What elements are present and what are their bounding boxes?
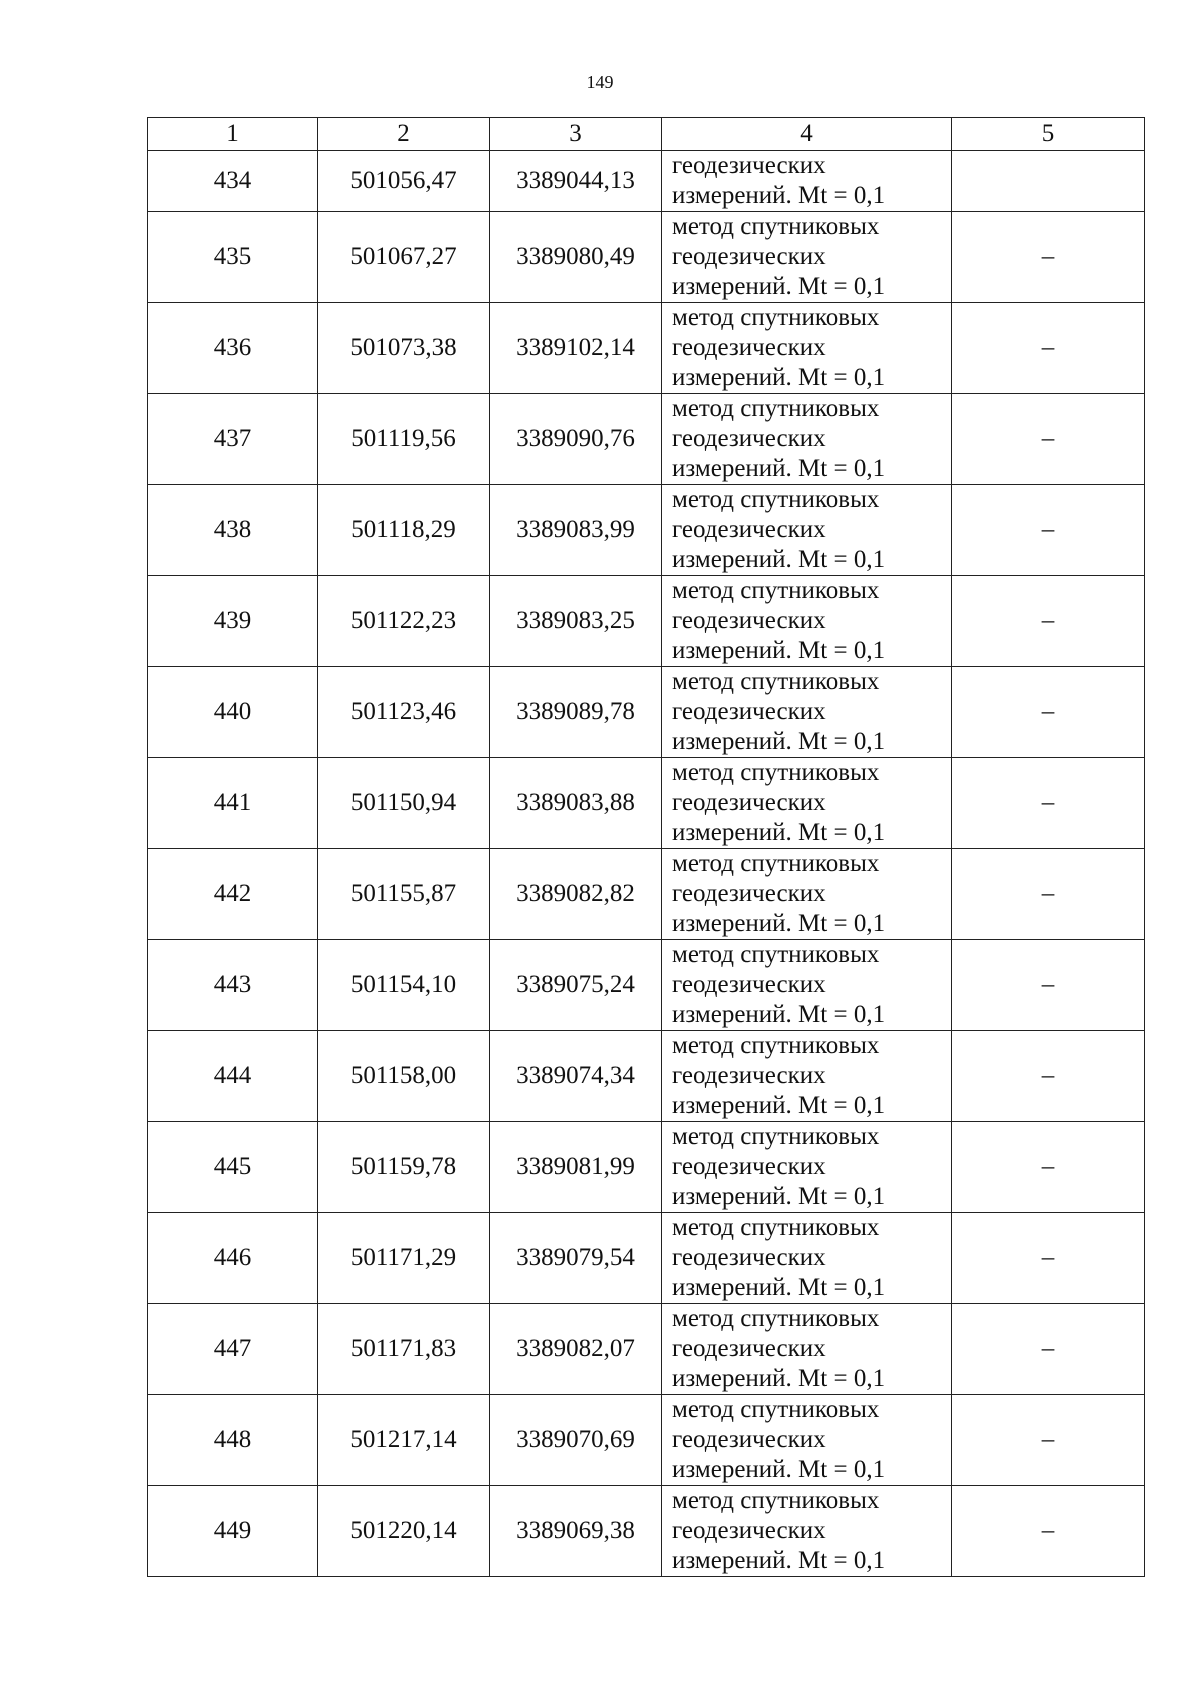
table-row — [148, 485, 1145, 576]
method-cell — [662, 394, 952, 485]
method-line: измерений. Mt = 0,1 — [672, 1001, 886, 1028]
method-line: геодезических — [672, 1517, 826, 1544]
method-line: геодезических — [672, 334, 826, 361]
point-number-cell: 434 — [148, 151, 318, 212]
method-line: измерений. Mt = 0,1 — [672, 728, 886, 755]
note-cell: – — [952, 303, 1145, 394]
point-number-cell: 437 — [148, 394, 318, 485]
table-row — [148, 849, 1145, 940]
x-coordinate-cell: 501122,23 — [318, 576, 490, 667]
table-row — [148, 151, 1145, 212]
note-cell: – — [952, 1486, 1145, 1577]
point-number-cell: 447 — [148, 1304, 318, 1395]
y-coordinate-cell: 3389081,99 — [490, 1122, 662, 1213]
note-cell: – — [952, 849, 1145, 940]
note-cell: – — [952, 1395, 1145, 1486]
method-cell — [662, 940, 952, 1031]
y-coordinate-cell: 3389070,69 — [490, 1395, 662, 1486]
note-cell: – — [952, 667, 1145, 758]
point-number-cell: 444 — [148, 1031, 318, 1122]
y-coordinate-cell: 3389089,78 — [490, 667, 662, 758]
point-number-cell: 435 — [148, 212, 318, 303]
y-coordinate-cell: 3389083,99 — [490, 485, 662, 576]
table-row — [148, 758, 1145, 849]
method-line: метод спутниковых — [672, 304, 880, 331]
y-coordinate-cell: 3389102,14 — [490, 303, 662, 394]
y-coordinate-cell: 3389083,88 — [490, 758, 662, 849]
note-cell: – — [952, 394, 1145, 485]
note-cell: – — [952, 212, 1145, 303]
x-coordinate-cell: 501171,29 — [318, 1213, 490, 1304]
method-line: метод спутниковых — [672, 486, 880, 513]
table-row — [148, 1122, 1145, 1213]
method-cell — [662, 303, 952, 394]
table-row — [148, 940, 1145, 1031]
method-line: измерений. Mt = 0,1 — [672, 546, 886, 573]
y-coordinate-cell: 3389044,13 — [490, 151, 662, 212]
point-number-cell: 443 — [148, 940, 318, 1031]
y-coordinate-cell: 3389082,07 — [490, 1304, 662, 1395]
note-cell: – — [952, 576, 1145, 667]
method-cell — [662, 576, 952, 667]
note-cell: – — [952, 1031, 1145, 1122]
method-line: геодезических — [672, 425, 826, 452]
x-coordinate-cell: 501118,29 — [318, 485, 490, 576]
table-row — [148, 394, 1145, 485]
x-coordinate-cell: 501155,87 — [318, 849, 490, 940]
method-cell — [662, 667, 952, 758]
method-cell — [662, 212, 952, 303]
method-line: метод спутниковых — [672, 1487, 880, 1514]
note-cell: – — [952, 1304, 1145, 1395]
x-coordinate-cell: 501220,14 — [318, 1486, 490, 1577]
point-number-cell: 448 — [148, 1395, 318, 1486]
method-line: измерений. Mt = 0,1 — [672, 1456, 886, 1483]
x-coordinate-cell: 501056,47 — [318, 151, 490, 212]
method-cell — [662, 1395, 952, 1486]
column-header-4: 4 — [662, 118, 952, 151]
method-line: измерений. Mt = 0,1 — [672, 364, 886, 391]
y-coordinate-cell: 3389082,82 — [490, 849, 662, 940]
x-coordinate-cell: 501171,83 — [318, 1304, 490, 1395]
point-number-cell: 446 — [148, 1213, 318, 1304]
column-header-1: 1 — [148, 118, 318, 151]
note-cell — [952, 151, 1145, 212]
method-cell — [662, 1304, 952, 1395]
note-cell: – — [952, 1213, 1145, 1304]
method-line: метод спутниковых — [672, 577, 880, 604]
method-line: метод спутниковых — [672, 941, 880, 968]
point-number-cell: 441 — [148, 758, 318, 849]
method-line: геодезических — [672, 1335, 826, 1362]
x-coordinate-cell: 501217,14 — [318, 1395, 490, 1486]
method-cell — [662, 1122, 952, 1213]
x-coordinate-cell: 501159,78 — [318, 1122, 490, 1213]
column-header-5: 5 — [952, 118, 1145, 151]
method-cell — [662, 849, 952, 940]
method-cell — [662, 151, 952, 212]
table-row — [148, 212, 1145, 303]
note-cell: – — [952, 1122, 1145, 1213]
method-line: геодезических — [672, 789, 826, 816]
table-row — [148, 1304, 1145, 1395]
y-coordinate-cell: 3389074,34 — [490, 1031, 662, 1122]
method-line: метод спутниковых — [672, 759, 880, 786]
method-cell — [662, 1031, 952, 1122]
x-coordinate-cell: 501073,38 — [318, 303, 490, 394]
x-coordinate-cell: 501158,00 — [318, 1031, 490, 1122]
table-row — [148, 576, 1145, 667]
page-number: 149 — [586, 72, 614, 92]
table-body — [148, 151, 1145, 1577]
method-line: метод спутниковых — [672, 1214, 880, 1241]
note-cell: – — [952, 758, 1145, 849]
method-line: метод спутниковых — [672, 395, 880, 422]
point-number-cell: 436 — [148, 303, 318, 394]
x-coordinate-cell: 501067,27 — [318, 212, 490, 303]
method-line: измерений. Mt = 0,1 — [672, 455, 886, 482]
column-header-2: 2 — [318, 118, 490, 151]
method-line: геодезических — [672, 971, 826, 998]
method-line: метод спутниковых — [672, 1305, 880, 1332]
x-coordinate-cell: 501154,10 — [318, 940, 490, 1031]
method-line: измерений. Mt = 0,1 — [672, 1274, 886, 1301]
point-number-cell: 439 — [148, 576, 318, 667]
method-line: геодезических — [672, 1062, 826, 1089]
table-row — [148, 667, 1145, 758]
method-line: геодезических — [672, 698, 826, 725]
x-coordinate-cell: 501123,46 — [318, 667, 490, 758]
table-row — [148, 303, 1145, 394]
table-row — [148, 1486, 1145, 1577]
y-coordinate-cell: 3389069,38 — [490, 1486, 662, 1577]
method-line: геодезических — [672, 1426, 826, 1453]
method-cell — [662, 485, 952, 576]
table-header-row — [148, 118, 1145, 151]
method-cell — [662, 1213, 952, 1304]
method-line: геодезических — [672, 880, 826, 907]
method-line: измерений. Mt = 0,1 — [672, 910, 886, 937]
method-line: измерений. Mt = 0,1 — [672, 1092, 886, 1119]
method-line: измерений. Mt = 0,1 — [672, 819, 886, 846]
note-cell: – — [952, 940, 1145, 1031]
method-line: измерений. Mt = 0,1 — [672, 273, 886, 300]
method-line: метод спутниковых — [672, 1123, 880, 1150]
table-row — [148, 1395, 1145, 1486]
y-coordinate-cell: 3389090,76 — [490, 394, 662, 485]
method-line: геодезических — [672, 152, 826, 179]
method-line: метод спутниковых — [672, 1396, 880, 1423]
point-number-cell: 442 — [148, 849, 318, 940]
table-row — [148, 1031, 1145, 1122]
method-line: измерений. Mt = 0,1 — [672, 637, 886, 664]
method-cell — [662, 758, 952, 849]
method-line: геодезических — [672, 243, 826, 270]
x-coordinate-cell: 501150,94 — [318, 758, 490, 849]
method-line: измерений. Mt = 0,1 — [672, 1547, 886, 1574]
y-coordinate-cell: 3389075,24 — [490, 940, 662, 1031]
point-number-cell: 445 — [148, 1122, 318, 1213]
method-line: метод спутниковых — [672, 668, 880, 695]
y-coordinate-cell: 3389079,54 — [490, 1213, 662, 1304]
method-line: геодезических — [672, 516, 826, 543]
point-number-cell: 440 — [148, 667, 318, 758]
method-line: геодезических — [672, 607, 826, 634]
method-line: геодезических — [672, 1244, 826, 1271]
column-header-3: 3 — [490, 118, 662, 151]
point-number-cell: 449 — [148, 1486, 318, 1577]
method-line: измерений. Mt = 0,1 — [672, 1183, 886, 1210]
method-line: метод спутниковых — [672, 213, 880, 240]
method-line: измерений. Mt = 0,1 — [672, 1365, 886, 1392]
table-row — [148, 1213, 1145, 1304]
method-line: измерений. Mt = 0,1 — [672, 182, 886, 209]
point-number-cell: 438 — [148, 485, 318, 576]
coordinates-table — [147, 117, 1145, 1577]
method-line: геодезических — [672, 1153, 826, 1180]
y-coordinate-cell: 3389083,25 — [490, 576, 662, 667]
method-line: метод спутниковых — [672, 1032, 880, 1059]
y-coordinate-cell: 3389080,49 — [490, 212, 662, 303]
method-line: метод спутниковых — [672, 850, 880, 877]
x-coordinate-cell: 501119,56 — [318, 394, 490, 485]
method-cell — [662, 1486, 952, 1577]
note-cell: – — [952, 485, 1145, 576]
